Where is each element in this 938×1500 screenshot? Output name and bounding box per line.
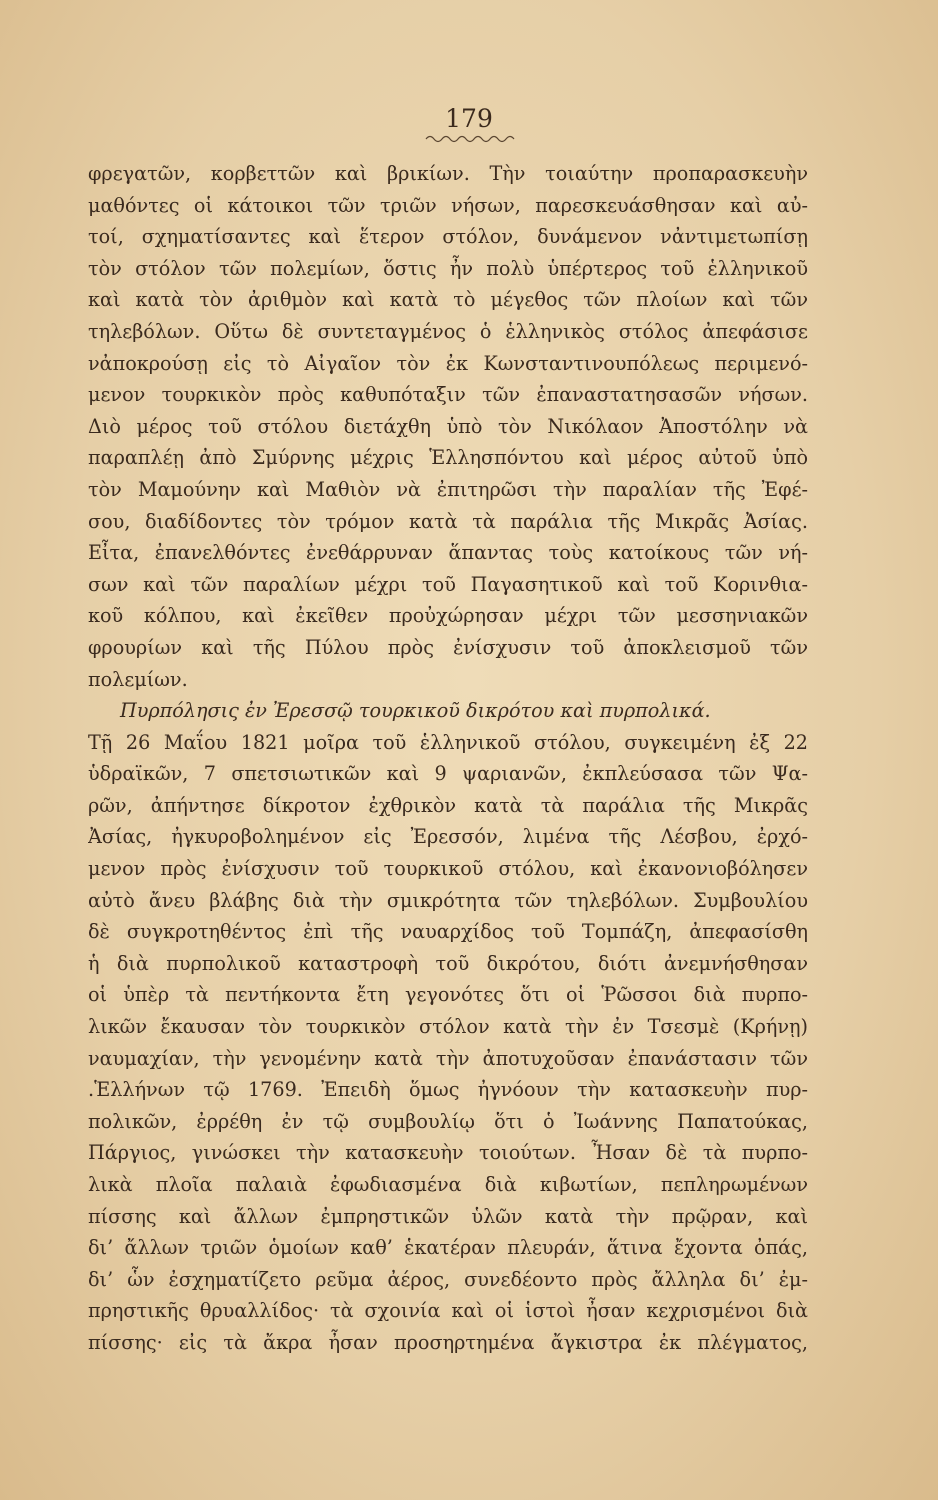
text-line: δι’ ἄλλων τριῶν ὁμοίων καθ’ ἑκατέραν πλευράν, ἅτινα ἔχοντα ὀπάς, (88, 1236, 808, 1260)
text-line: φρεγατῶν, κορβεττῶν καὶ βρικίων. Τὴν τοιαύτην προπαρασκευὴν (88, 162, 808, 185)
text-line: τὸν Μαμούνην καὶ Μαθιὸν νὰ ἐπιτηρῶσι τὴν παραλίαν τῆς Ἐφέ- (88, 477, 808, 501)
text-line: Διὸ μέρος τοῦ στόλου διετάχθη ὑπὸ τὸν Νικόλαον Ἀποστόλην νὰ (88, 414, 808, 438)
text-line: νἀποκρούσῃ εἰς τὸ Αἰγαῖον τὸν ἐκ Κωνσταντινουπόλεως περιμενό- (88, 351, 808, 375)
text-line: ναυμαχίαν, τὴν γενομένην κατὰ τὴν ἀποτυχοῦσαν ἐπανάστασιν τῶν (88, 1046, 808, 1070)
text-line: ὑδραϊκῶν, 7 σπετσιωτικῶν καὶ 9 ψαριανῶν, ἐκπλεύσασα τῶν Ψα- (88, 762, 808, 786)
text-line: Ἀσίας, ἠγκυροβολημένον εἰς Ἐρεσσόν, λιμένα τῆς Λέσβου, ἐρχό- (88, 825, 808, 849)
text-line: καὶ κατὰ τὸν ἀριθμὸν καὶ κατὰ τὸ μέγεθος τῶν πλοίων καὶ τῶν (88, 288, 808, 312)
text-line: σων καὶ τῶν παραλίων μέχρι τοῦ Παγασητικοῦ καὶ τοῦ Κορινθια- (88, 572, 808, 596)
page-number: 179 (445, 104, 493, 133)
text-line: πρηστικῆς θρυαλλίδος· τὰ σχοινία καὶ οἱ ἱστοὶ ἦσαν κεχρισμένοι διὰ (88, 1299, 808, 1323)
text-line: πολεμίων. (88, 667, 188, 691)
text-line: τηλεβόλων. Οὕτω δὲ συντεταγμένος ὁ ἑλληνικὸς στόλος ἀπεφάσισε (88, 319, 808, 343)
text-line: Πυρπόλησις ἐν Ἐρεσσῷ τουρκικοῦ δικρότου καὶ πυρπολικά. (120, 699, 711, 723)
text-line: κοῦ κόλπου, καὶ ἐκεῖθεν προὐχώρησαν μέχρι τῶν μεσσηνιακῶν (88, 604, 808, 628)
text-line: μενον πρὸς ἐνίσχυσιν τοῦ τουρκικοῦ στόλου, καὶ ἐκανονιοβόλησεν (88, 857, 808, 881)
text-line: μενον τουρκικὸν πρὸς καθυπόταξιν τῶν ἐπαναστατησασῶν νήσων. (88, 383, 808, 407)
text-line: .Ἑλλήνων τῷ 1769. Ἐπειδὴ ὅμως ἠγνόουν τὴν κατασκευὴν πυρ- (88, 1078, 808, 1102)
text-line: πίσσης· εἰς τὰ ἄκρα ἦσαν προσηρτημένα ἄγκιστρα ἐκ πλέγματος, (88, 1330, 808, 1354)
body-text (88, 158, 808, 1359)
text-line: δι’ ὧν ἐσχηματίζετο ρεῦμα ἀέρος, συνεδέοντο πρὸς ἄλληλα δι’ ἐμ- (88, 1267, 808, 1291)
text-line: μαθόντες οἱ κάτοικοι τῶν τριῶν νήσων, παρεσκευάσθησαν καὶ αὐ- (88, 193, 808, 217)
text-line: οἱ ὑπὲρ τὰ πεντήκοντα ἔτη γεγονότες ὅτι οἱ Ῥῶσσοι διὰ πυρπο- (88, 983, 808, 1007)
text-line: Πάργιος, γινώσκει τὴν κατασκευὴν τοιούτων. Ἦσαν δὲ τὰ πυρπο- (88, 1141, 808, 1165)
text-line: Εἶτα, ἐπανελθόντες ἐνεθάρρυναν ἅπαντας τοὺς κατοίκους τῶν νή- (88, 541, 808, 565)
text-line: ἡ διὰ πυρπολικοῦ καταστροφὴ τοῦ δικρότου, διότι ἀνεμνήσθησαν (88, 951, 808, 975)
text-line: παραπλέῃ ἀπὸ Σμύρνης μέχρις Ἑλλησπόντου καὶ μέρος αὐτοῦ ὑπὸ (88, 446, 808, 470)
text-line: πολικῶν, ἐρρέθη ἐν τῷ συμβουλίῳ ὅτι ὁ Ἰωάννης Παπατούκας, (88, 1109, 808, 1133)
text-line: Τῇ 26 Μαΐου 1821 μοῖρα τοῦ ἑλληνικοῦ στόλου, συγκειμένη ἐξ 22 (88, 730, 808, 754)
text-line: πίσσης καὶ ἄλλων ἐμπρηστικῶν ὑλῶν κατὰ τὴν πρῷραν, καὶ (88, 1204, 808, 1228)
text-line: φρουρίων καὶ τῆς Πύλου πρὸς ἐνίσχυσιν τοῦ ἀποκλεισμοῦ τῶν (88, 635, 808, 659)
text-line: λικὰ πλοῖα παλαιὰ ἐφωδιασμένα διὰ κιβωτίων, πεπληρωμένων (88, 1173, 808, 1196)
text-line: σου, διαδίδοντες τὸν τρόμον κατὰ τὰ παράλια τῆς Μικρᾶς Ἀσίας. (88, 509, 808, 533)
text-line: αὐτὸ ἄνευ βλάβης διὰ τὴν σμικρότητα τῶν τηλεβόλων. Συμβουλίου (88, 888, 808, 912)
text-line: δὲ συγκροτηθέντος ἐπὶ τῆς ναυαρχίδος τοῦ Τομπάζη, ἀπεφασίσθη (88, 920, 808, 944)
text-line: ρῶν, ἀπήντησε δίκροτον ἐχθρικὸν κατὰ τὰ παράλια τῆς Μικρᾶς (88, 793, 808, 817)
text-line: λικῶν ἔκαυσαν τὸν τουρκικὸν στόλον κατὰ τὴν ἐν Τσεσμὲ (Κρήνῃ) (88, 1015, 808, 1039)
wavy-ornament-icon (424, 132, 516, 146)
text-line: τοί, σχηματίσαντες καὶ ἕτερον στόλον, δυνάμενον νἀντιμετωπίσῃ (88, 225, 808, 249)
text-line: τὸν στόλον τῶν πολεμίων, ὅστις ἦν πολὺ ὑπέρτερος τοῦ ἑλληνικοῦ (88, 256, 808, 280)
